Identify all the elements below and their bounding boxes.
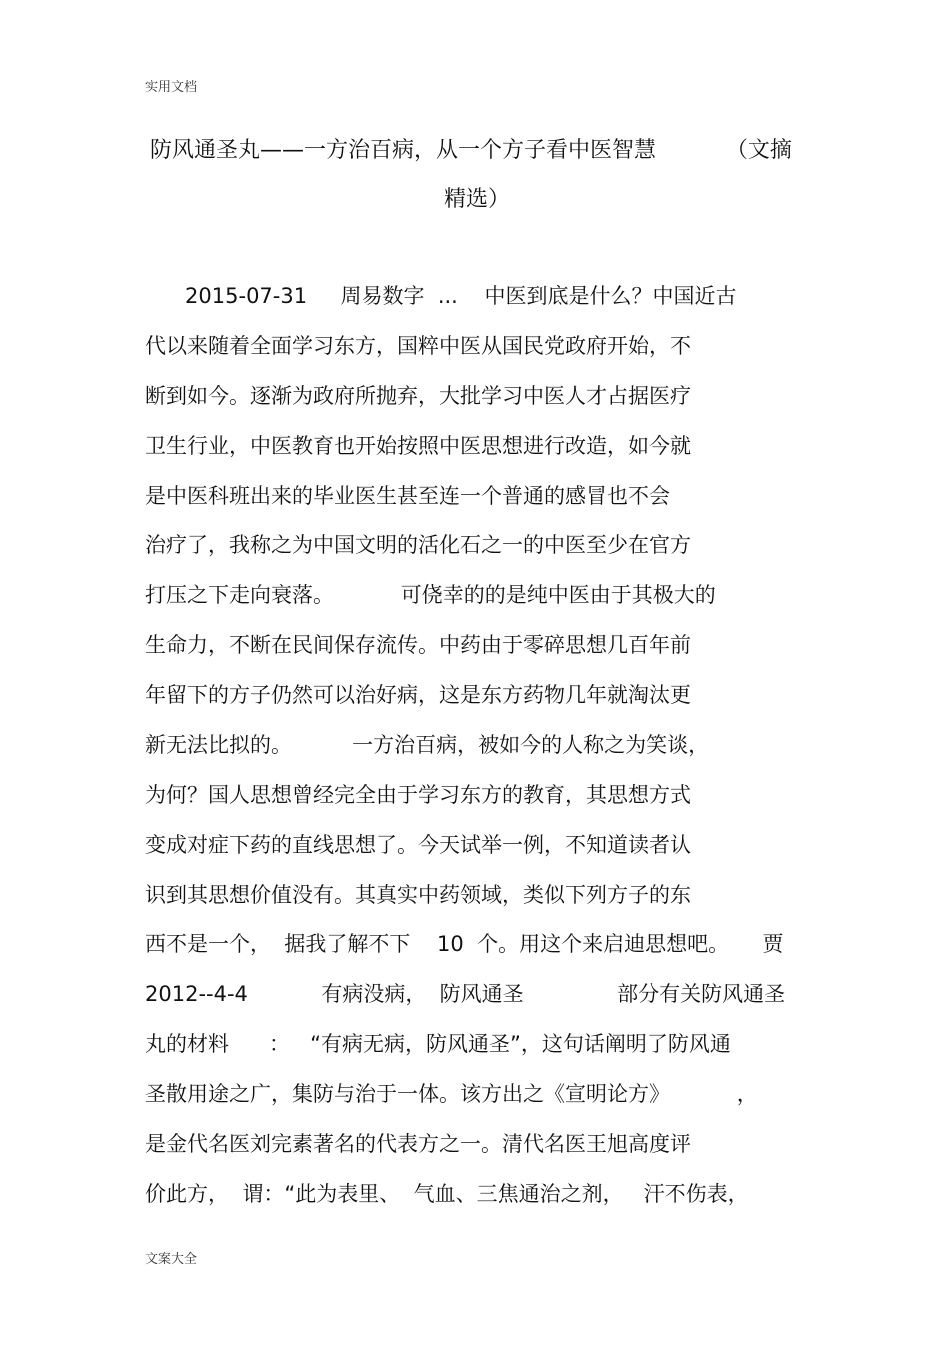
body-line: 2012--4-4 有病没病， 防风通圣 部分有关防风通圣	[145, 982, 786, 1006]
title-line-2: 精选）	[444, 187, 511, 212]
body-line: 治疗了，我称之为中国文明的活化石之一的中医至少在官方	[145, 533, 691, 557]
body-line: 变成对症下药的直线思想了。今天试举一例，不知道读者认	[145, 833, 691, 857]
body-line: 新无法比拟的。 一方治百病，被如今的人称之为笑谈，	[145, 733, 710, 757]
body-line: 价此方， 谓：“此为表里、 气血、三焦通治之剂， 汗不伤表，	[145, 1182, 749, 1206]
body-line: 为何？国人思想曾经完全由于学习东方的教育，其思想方式	[145, 783, 691, 807]
body-line: 断到如今。逐渐为政府所抛弃，大批学习中医人才占据医疗	[145, 384, 691, 408]
body-line: 代以来随着全面学习东方，国粹中医从国民党政府开始，不	[145, 334, 691, 358]
body-line: 是金代名医刘完素著名的代表方之一。清代名医王旭高度评	[145, 1132, 691, 1156]
page-footer: 文案大全	[145, 1252, 198, 1267]
body-line: 圣散用途之广，集防与治于一体。该方出之《宣明论方》 ，	[145, 1082, 758, 1106]
body-line: 打压之下走向衰落。 可侥幸的的是纯中医由于其极大的	[145, 583, 716, 607]
body-line: 2015-07-31 周易数字 ... 中医到底是什么？中国近古	[145, 284, 737, 308]
body-line: 丸的材料 ： “有病无病，防风通圣”，这句话阐明了防风通	[145, 1032, 731, 1056]
body-line: 年留下的方子仍然可以治好病，这是东方药物几年就淘汰更	[145, 683, 691, 707]
body-line: 卫生行业，中医教育也开始按照中医思想进行改造，如今就	[145, 434, 691, 458]
body-line: 西不是一个， 据我了解不下 10 个。用这个来启迪思想吧。 贾	[145, 932, 784, 956]
body-line: 生命力，不断在民间保存流传。中药由于零碎思想几百年前	[145, 633, 691, 657]
title-line-1: 防风通圣丸——一方治百病，从一个方子看中医智慧 （文摘	[150, 138, 792, 163]
body-line: 识到其思想价值没有。其真实中药领域，类似下列方子的东	[145, 883, 691, 907]
page-header: 实用文档	[145, 80, 198, 95]
body-line: 是中医科班出来的毕业医生甚至连一个普通的感冒也不会	[145, 484, 670, 508]
